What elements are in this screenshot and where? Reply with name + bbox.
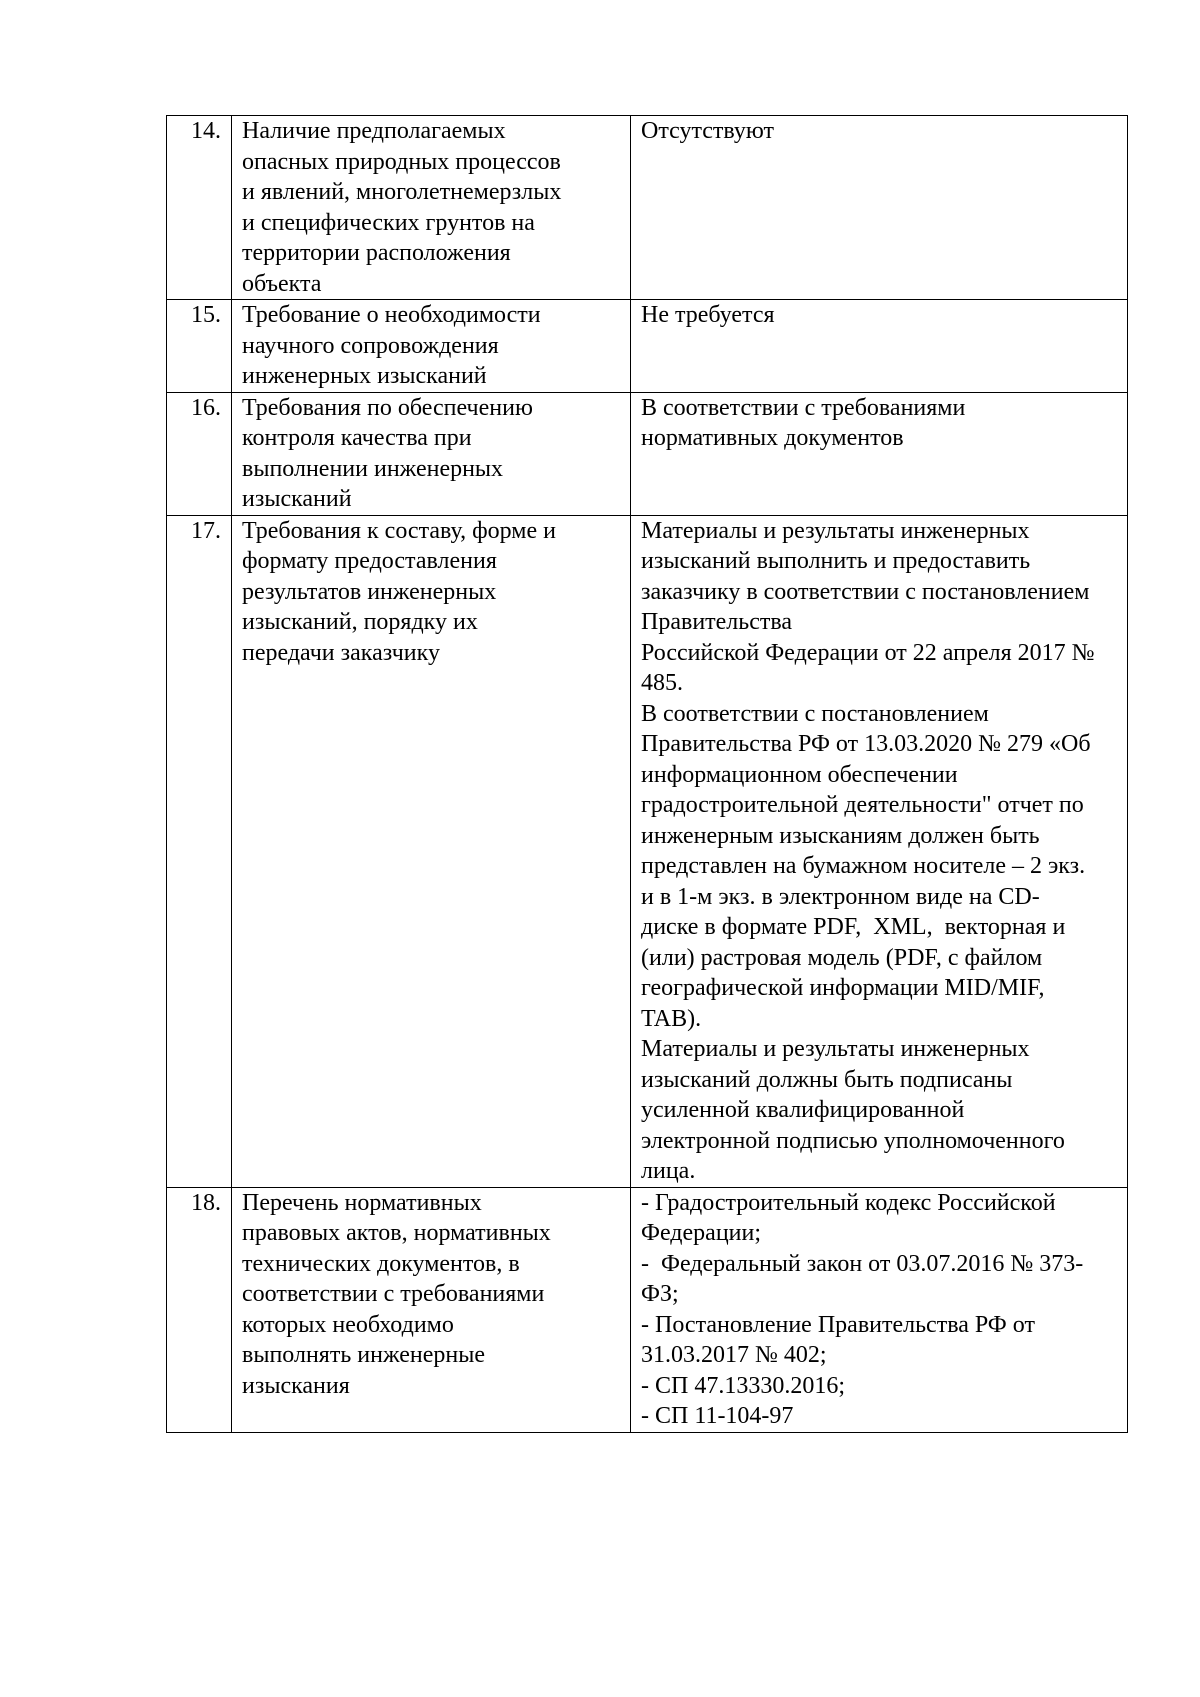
table-row bbox=[167, 116, 1128, 300]
requirement-value-line: диске в формате PDF, XML, векторная и bbox=[641, 914, 1066, 940]
requirement-name-line: изыскания bbox=[242, 1372, 350, 1399]
row-number: 16. bbox=[191, 394, 221, 421]
requirement-value-line: Правительства bbox=[641, 609, 793, 635]
requirement-value-line: - Постановление Правительства РФ от bbox=[641, 1311, 1035, 1338]
requirement-value-line: усиленной квалифицированной bbox=[641, 1097, 965, 1123]
requirement-name-cell bbox=[232, 392, 631, 515]
requirement-name-line: Требования по обеспечению bbox=[242, 394, 533, 421]
requirement-value-line: - Федеральный закон от 03.07.2016 № 373- bbox=[641, 1250, 1084, 1277]
table-row bbox=[167, 392, 1128, 515]
requirement-value-line: Федерации; bbox=[641, 1220, 762, 1246]
requirement-value-line: - СП 11-104-97 bbox=[641, 1403, 794, 1429]
requirement-value-line: градостроительной деятельности" отчет по bbox=[641, 792, 1084, 818]
requirement-name-cell bbox=[232, 1187, 631, 1432]
requirement-name-line: контроля качества при bbox=[242, 425, 472, 451]
requirement-name-line: выполнять инженерные bbox=[242, 1342, 485, 1368]
requirement-name-line: формату предоставления bbox=[242, 548, 497, 574]
requirement-value-line: В соответствии с постановлением bbox=[641, 700, 989, 727]
row-number-cell bbox=[167, 515, 232, 1187]
requirement-name-line: выполнении инженерных bbox=[242, 455, 504, 482]
requirement-value-cell bbox=[631, 116, 1128, 300]
row-number: 14. bbox=[191, 118, 221, 144]
requirement-name-line: передачи заказчику bbox=[242, 639, 440, 666]
requirement-value-line: инженерным изысканиям должен быть bbox=[641, 822, 1040, 849]
requirement-value-line: Материалы и результаты инженерных bbox=[641, 1036, 1030, 1062]
requirement-value-line: В соответствии с требованиями bbox=[641, 394, 966, 421]
requirement-name-line: которых необходимо bbox=[242, 1311, 454, 1338]
requirement-name-line: территории расположения bbox=[242, 240, 511, 266]
requirement-value-line: Не требуется bbox=[641, 302, 775, 328]
requirement-value-line: географической информации MID/MIF, bbox=[641, 975, 1045, 1001]
requirement-value-line: заказчику в соответствии с постановлением bbox=[641, 578, 1090, 605]
requirement-name-line: и специфических грунтов на bbox=[242, 209, 535, 236]
requirement-name-line: научного сопровождения bbox=[242, 332, 499, 359]
requirement-value-cell bbox=[631, 300, 1128, 393]
requirement-value-cell bbox=[631, 515, 1128, 1187]
requirement-value-line: 485. bbox=[641, 670, 683, 696]
requirement-name-line: Наличие предполагаемых bbox=[242, 118, 506, 144]
requirement-value-line: - СП 47.13330.2016; bbox=[641, 1372, 845, 1399]
requirement-name-line: инженерных изысканий bbox=[242, 363, 487, 389]
requirement-name-line: Требование о необходимости bbox=[242, 302, 541, 328]
requirement-value-line: и в 1-м экз. в электронном виде на CD- bbox=[641, 883, 1040, 910]
requirement-name-line: изысканий, порядку их bbox=[242, 609, 478, 635]
requirement-name-line: объекта bbox=[242, 270, 322, 297]
requirement-name-line: правовых актов, нормативных bbox=[242, 1220, 551, 1246]
requirements-table bbox=[166, 115, 1128, 1433]
requirement-value-line: - Градостроительный кодекс Российской bbox=[641, 1189, 1056, 1216]
requirement-value-line: Правительства РФ от 13.03.2020 № 279 «Об bbox=[641, 731, 1091, 757]
table-row bbox=[167, 515, 1128, 1187]
requirement-value-line: ФЗ; bbox=[641, 1281, 679, 1307]
table-row bbox=[167, 1187, 1128, 1432]
row-number: 15. bbox=[191, 302, 221, 328]
row-number-cell bbox=[167, 116, 232, 300]
requirement-value-line: TAB). bbox=[641, 1005, 702, 1032]
requirement-value-line: лица. bbox=[641, 1158, 696, 1184]
requirement-name-line: Перечень нормативных bbox=[242, 1189, 482, 1216]
requirement-value-line: информационном обеспечении bbox=[641, 761, 958, 788]
requirement-value-line: электронной подписью уполномоченного bbox=[641, 1127, 1065, 1154]
requirement-name-cell bbox=[232, 515, 631, 1187]
requirement-value-line: 31.03.2017 № 402; bbox=[641, 1342, 827, 1368]
requirement-value-cell bbox=[631, 1187, 1128, 1432]
requirement-name-line: соответствии с требованиями bbox=[242, 1281, 545, 1307]
requirement-name-line: технических документов, в bbox=[242, 1250, 520, 1277]
requirement-value-line: (или) растровая модель (PDF, с файлом bbox=[641, 944, 1043, 971]
requirement-value-line: изысканий должны быть подписаны bbox=[641, 1066, 1013, 1093]
requirement-value-line: Российской Федерации от 22 апреля 2017 № bbox=[641, 639, 1095, 666]
row-number-cell bbox=[167, 1187, 232, 1432]
row-number-cell bbox=[167, 300, 232, 393]
table-row bbox=[167, 300, 1128, 393]
requirement-name-cell bbox=[232, 116, 631, 300]
requirement-name-line: и явлений, многолетнемерзлых bbox=[242, 179, 562, 205]
requirement-value-cell bbox=[631, 392, 1128, 515]
row-number: 18. bbox=[191, 1189, 221, 1216]
requirement-name-line: изысканий bbox=[242, 486, 352, 512]
requirement-name-line: результатов инженерных bbox=[242, 578, 497, 605]
requirement-name-line: опасных природных процессов bbox=[242, 148, 561, 175]
requirement-value-line: Материалы и результаты инженерных bbox=[641, 517, 1030, 544]
requirement-value-line: изысканий выполнить и предоставить bbox=[641, 548, 1031, 574]
requirement-value-line: Отсутствуют bbox=[641, 118, 774, 144]
requirement-name-cell bbox=[232, 300, 631, 393]
requirement-value-line: представлен на бумажном носителе – 2 экз. bbox=[641, 853, 1086, 879]
requirement-value-line: нормативных документов bbox=[641, 425, 904, 451]
requirement-name-line: Требования к составу, форме и bbox=[242, 517, 556, 544]
row-number: 17. bbox=[191, 517, 221, 544]
requirements-table-body bbox=[167, 116, 1128, 1433]
row-number-cell bbox=[167, 392, 232, 515]
